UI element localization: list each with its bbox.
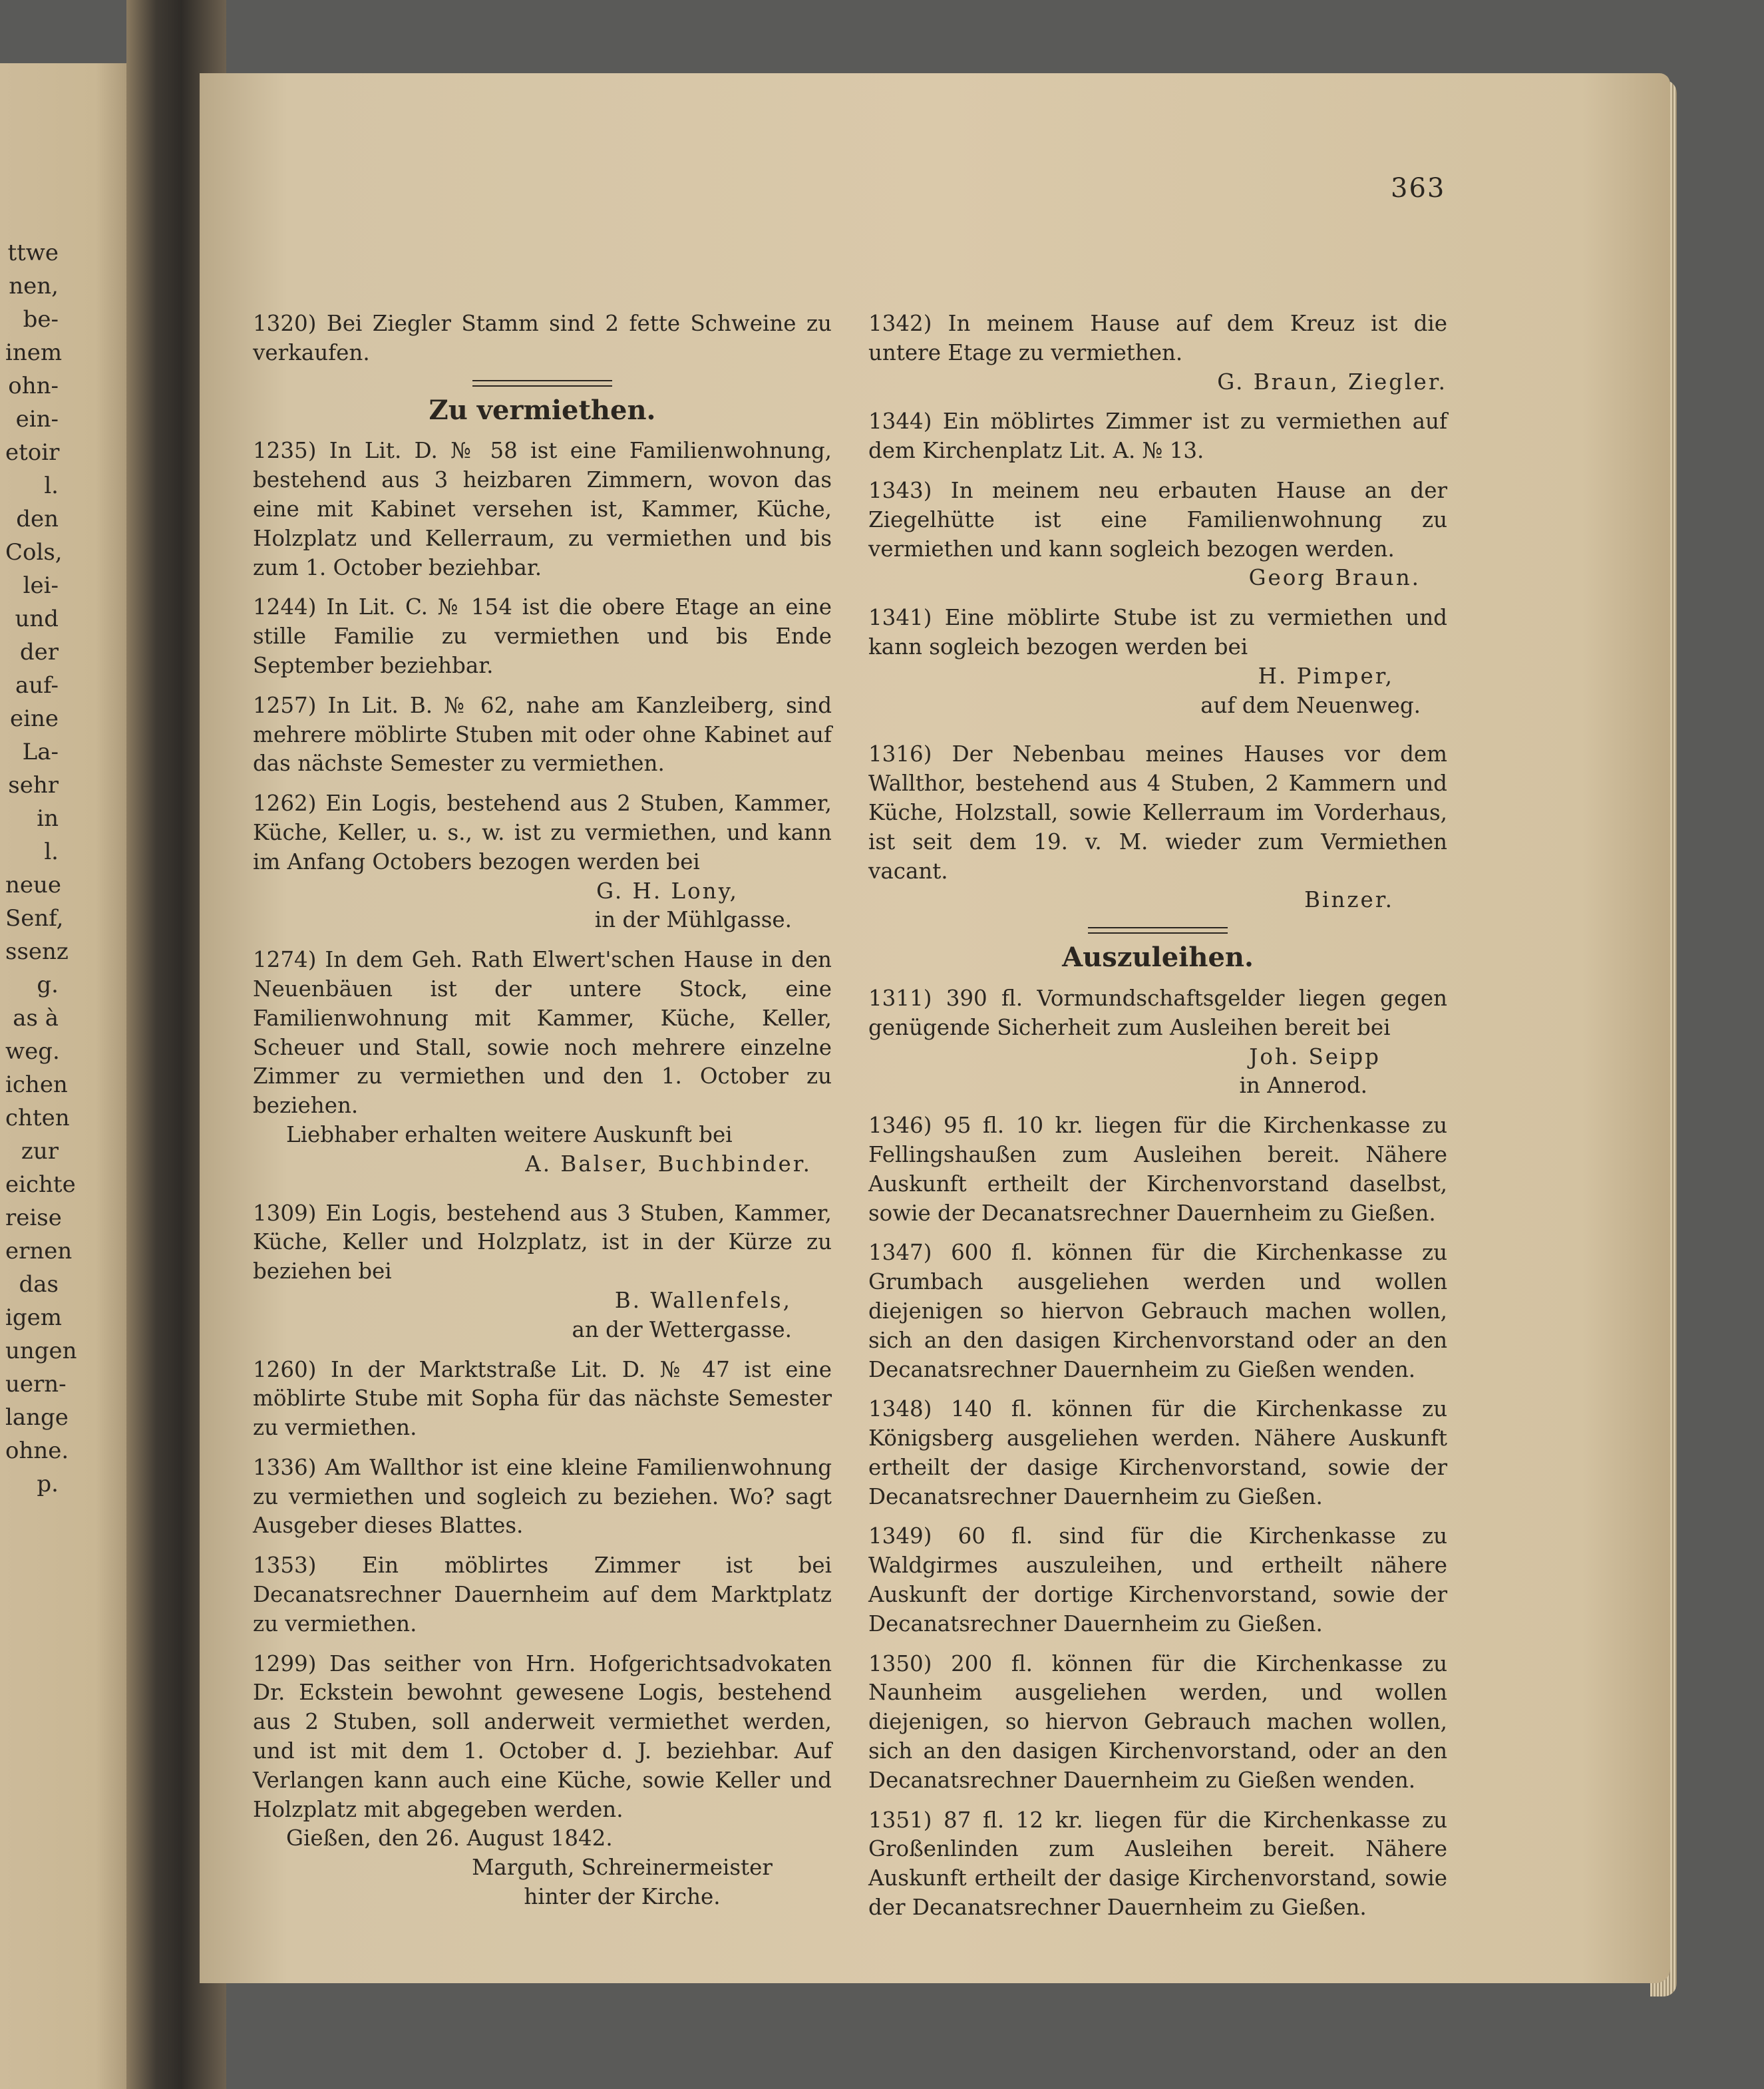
left-page-fragment: zur (21, 1138, 59, 1165)
section-heading-auszuleihen: Auszuleihen. (1062, 942, 1254, 974)
entry-1311 (868, 984, 1447, 1101)
signature: G. H. Lony, (596, 878, 739, 904)
entry-1257 (253, 691, 832, 779)
entry-1351 (868, 1806, 1447, 1923)
entry-text: 1353) Ein möblirtes Zimmer ist bei Decanatsrechner Dauernheim auf dem Marktplatz zu vermiethen. (253, 1553, 832, 1636)
left-page-fragment: ohne. (5, 1437, 69, 1464)
column-right (868, 309, 1447, 1933)
left-page-fragment: lange (5, 1404, 69, 1431)
entry-1341 (868, 604, 1447, 720)
left-page-fragment: as à (13, 1005, 59, 1032)
signature-address: hinter der Kirche. (524, 1884, 721, 1910)
left-page-fragment: eine (9, 705, 59, 732)
page-number: 363 (1391, 173, 1446, 204)
entry-text: 1351) 87 fl. 12 kr. liegen für die Kirchenkasse zu Großenlinden zum Ausleihen bereit. Nähere Auskunft ertheilt der dasige Kirchenvorstand, sowie der Decanatsrechner Dauernheim zu Gießen. (868, 1807, 1447, 1921)
entry-text: 1244) In Lit. C. № 154 ist die obere Etage an eine stille Familie zu vermiethen und bis Ende September beziehbar. (253, 594, 832, 678)
left-page-fragment: be- (23, 306, 59, 333)
left-page-text (5, 236, 132, 1501)
entry-text: 1348) 140 fl. können für die Kirchenkasse zu Königsberg ausgeliehen werden. Nähere Auskunft ertheilt der dasige Kirchenvorstand, sowie der Decanatsrechner Dauernheim zu Gießen. (868, 1396, 1447, 1509)
left-page-fragment: inem (5, 339, 63, 366)
entry-text: 1299) Das seither von Hrn. Hofgerichtsadvokaten Dr. Eckstein bewohnt gewesene Logis, bestehend aus 2 Stuben, soll anderweit vermiethet werden, und ist mit dem 1. October d. J. beziehbar. Auf Verlangen kann auch eine Küche, sowie Keller und Holzplatz mit abgegeben werden. (253, 1650, 832, 1822)
signature-address: auf dem Neuenweg. (1200, 692, 1421, 718)
left-page-fragment: l. (44, 473, 59, 499)
signature-address: an der Wettergasse. (572, 1316, 792, 1342)
entry-1274 (253, 946, 832, 1179)
signature: H. Pimper, (1258, 663, 1394, 689)
entry-1353 (253, 1551, 832, 1638)
left-page-fragment: reise (5, 1205, 62, 1231)
entry-text: 1311) 390 fl. Vormundschaftsgelder liegen gegen genügende Sicherheit zum Ausleihen bereit bei (868, 985, 1447, 1040)
entry-text: 1342) In meinem Hause auf dem Kreuz ist die untere Etage zu vermiethen. (868, 311, 1447, 365)
entry-1309 (253, 1199, 832, 1345)
signature: Marguth, Schreinermeister (472, 1855, 773, 1881)
left-page-fragment: auf- (15, 672, 59, 699)
signature: Georg Braun. (1248, 565, 1421, 591)
left-page-fragment: Senf, (5, 905, 64, 932)
entry-text: 1341) Eine möblirte Stube ist zu vermiethen und kann sogleich bezogen werden bei (868, 605, 1447, 660)
left-page-fragment: der (19, 639, 59, 665)
left-page (0, 63, 136, 2089)
entry-1350 (868, 1650, 1447, 1796)
entry-1348 (868, 1395, 1447, 1511)
left-page-fragment: ernen (5, 1238, 73, 1264)
left-page-fragment: weg. (5, 1038, 60, 1065)
entry-text: 1349) 60 fl. sind für die Kirchenkasse zu Waldgirmes auszuleihen, und ertheilt nähere Auskunft der dortige Kirchenvorstand, sowie der Decanatsrechner Dauernheim zu Gießen. (868, 1523, 1447, 1636)
left-page-fragment: das (19, 1271, 59, 1298)
entry-1235 (253, 437, 832, 582)
entry-text: 1235) In Lit. D. № 58 ist eine Familienwohnung, bestehend aus 3 heizbaren Zimmern, wovon das eine mit Kabinet versehen ist, Kammer, Küche, Holzplatz und Kellerraum, zu vermiethen und bis zum 1. October beziehbar. (253, 438, 832, 580)
entry-1344 (868, 407, 1447, 466)
column-left (253, 309, 832, 1923)
signature-address: in der Mühlgasse. (594, 907, 792, 933)
left-page-fragment: eichte (5, 1171, 76, 1198)
entry-text: Liebhaber erhalten weitere Auskunft bei (286, 1121, 733, 1147)
entry-1342 (868, 309, 1447, 397)
entry-1349 (868, 1522, 1447, 1638)
left-page-fragment: ttwe (7, 240, 59, 266)
left-page-fragment: ichen (5, 1071, 68, 1098)
left-page-fragment: La- (22, 739, 59, 765)
left-page-fragment: uern- (5, 1371, 67, 1398)
divider (1088, 927, 1228, 934)
entry-text: 1309) Ein Logis, bestehend aus 3 Stuben, Kammer, Küche, Keller und Holzplatz, ist in der Kürze zu beziehen bei (253, 1200, 832, 1284)
entry-text: 1260) In der Marktstraße Lit. D. № 47 ist eine möblirte Stube mit Sopha für das nächste Semester zu vermiethen. (253, 1356, 832, 1441)
left-page-fragment: l. (44, 839, 59, 865)
left-page-fragment: den (16, 506, 59, 532)
signature: Joh. Seipp (1249, 1044, 1381, 1069)
left-page-fragment: lei- (23, 572, 59, 599)
entry-1347 (868, 1238, 1447, 1384)
divider (472, 380, 612, 387)
section-heading-zu-vermiethen: Zu vermiethen. (429, 394, 656, 426)
signature-address: in Annerod. (1239, 1073, 1367, 1099)
entry-1316 (868, 740, 1447, 915)
left-page-fragment: nen, (9, 273, 59, 299)
entry-date: Gießen, den 26. August 1842. (286, 1825, 613, 1851)
entry-text: 1336) Am Wallthor ist eine kleine Familienwohnung zu vermiethen und sogleich zu beziehen. Wo? sagt Ausgeber dieses Blattes. (253, 1454, 832, 1539)
entry-text: 1347) 600 fl. können für die Kirchenkasse zu Grumbach ausgeliehen werden und wollen diejenigen so hiervon Gebrauch machen wollen, sich an den dasigen Kirchenvorstand oder an den Decanatsrechner Dauernheim zu Gießen wenden. (868, 1240, 1447, 1382)
signature: B. Wallenfels, (614, 1287, 792, 1313)
entry-text: 1262) Ein Logis, bestehend aus 2 Stuben, Kammer, Küche, Keller, u. s., w. ist zu vermiethen, und kann im Anfang Octobers bezogen werden bei (253, 791, 832, 874)
left-page-fragment: ein- (15, 406, 59, 433)
left-page-fragment: ohn- (8, 373, 59, 399)
entry-text: 1320) Bei Ziegler Stamm sind 2 fette Schweine zu verkaufen. (253, 311, 832, 365)
entry-1244 (253, 593, 832, 680)
entry-text: 1346) 95 fl. 10 kr. liegen für die Kirchenkasse zu Fellingshaußen zum Ausleihen bereit. Nähere Auskunft ertheilt der Kirchenvorstand daselbst, sowie der Decanatsrechner Dauernheim zu Gießen. (868, 1113, 1447, 1226)
entry-text: 1343) In meinem neu erbauten Hause an der Ziegelhütte ist eine Familienwohnung zu vermiethen und kann sogleich bezogen werden. (868, 477, 1447, 562)
entry-text: 1350) 200 fl. können für die Kirchenkasse zu Naunheim ausgeliehen werden, und wollen diejenigen, so hiervon Gebrauch machen wollen, sich an den dasigen Kirchenvorstand, oder an den Decanatsrechner Dauernheim zu Gießen wenden. (868, 1650, 1447, 1793)
entry-1260 (253, 1356, 832, 1443)
left-page-fragment: etoir (5, 439, 60, 466)
entry-text: 1257) In Lit. B. № 62, nahe am Kanzleiberg, sind mehrere möblirte Stuben mit oder ohne Kabinet auf das nächste Semester zu vermiethen. (253, 692, 832, 777)
entry-1299 (253, 1650, 832, 1912)
entry-1320 (253, 309, 832, 368)
left-page-fragment: p. (37, 1471, 59, 1497)
entry-text: 1274) In dem Geh. Rath Elwert'schen Hause in den Neuenbäuen ist der untere Stock, eine Familienwohnung mit Kammer, Küche, Keller, Scheuer und Stall, sowie noch mehrere einzelne Zimmer zu vermiethen und den 1. October zu beziehen. (253, 947, 832, 1119)
signature: A. Balser, Buchbinder. (525, 1151, 812, 1177)
entry-1346 (868, 1111, 1447, 1228)
right-page (200, 73, 1670, 1983)
entry-1262 (253, 789, 832, 935)
entry-1336 (253, 1453, 832, 1541)
left-page-fragment: chten (5, 1105, 70, 1131)
left-page-fragment: igem (5, 1304, 62, 1331)
left-page-fragment: neue (5, 872, 62, 898)
left-page-fragment: ungen (5, 1338, 77, 1364)
left-page-fragment: ssenz (5, 938, 69, 965)
entry-1343 (868, 476, 1447, 593)
entry-text: 1316) Der Nebenbau meines Hauses vor dem Wallthor, bestehend aus 4 Stuben, 2 Kammern und Küche, Holzstall, sowie Kellerraum im Vorderhaus, ist seit dem 19. v. M. wieder zum Vermiethen vacant. (868, 741, 1447, 884)
left-page-fragment: Cols, (5, 539, 63, 566)
signature: G. Braun, Ziegler. (1217, 369, 1447, 395)
left-page-fragment: und (15, 606, 59, 632)
signature: Binzer. (1304, 887, 1394, 913)
left-page-fragment: g. (37, 972, 59, 998)
entry-text: 1344) Ein möblirtes Zimmer ist zu vermiethen auf dem Kirchenplatz Lit. A. № 13. (868, 409, 1447, 464)
left-page-fragment: sehr (8, 772, 59, 799)
left-page-fragment: in (37, 805, 59, 832)
